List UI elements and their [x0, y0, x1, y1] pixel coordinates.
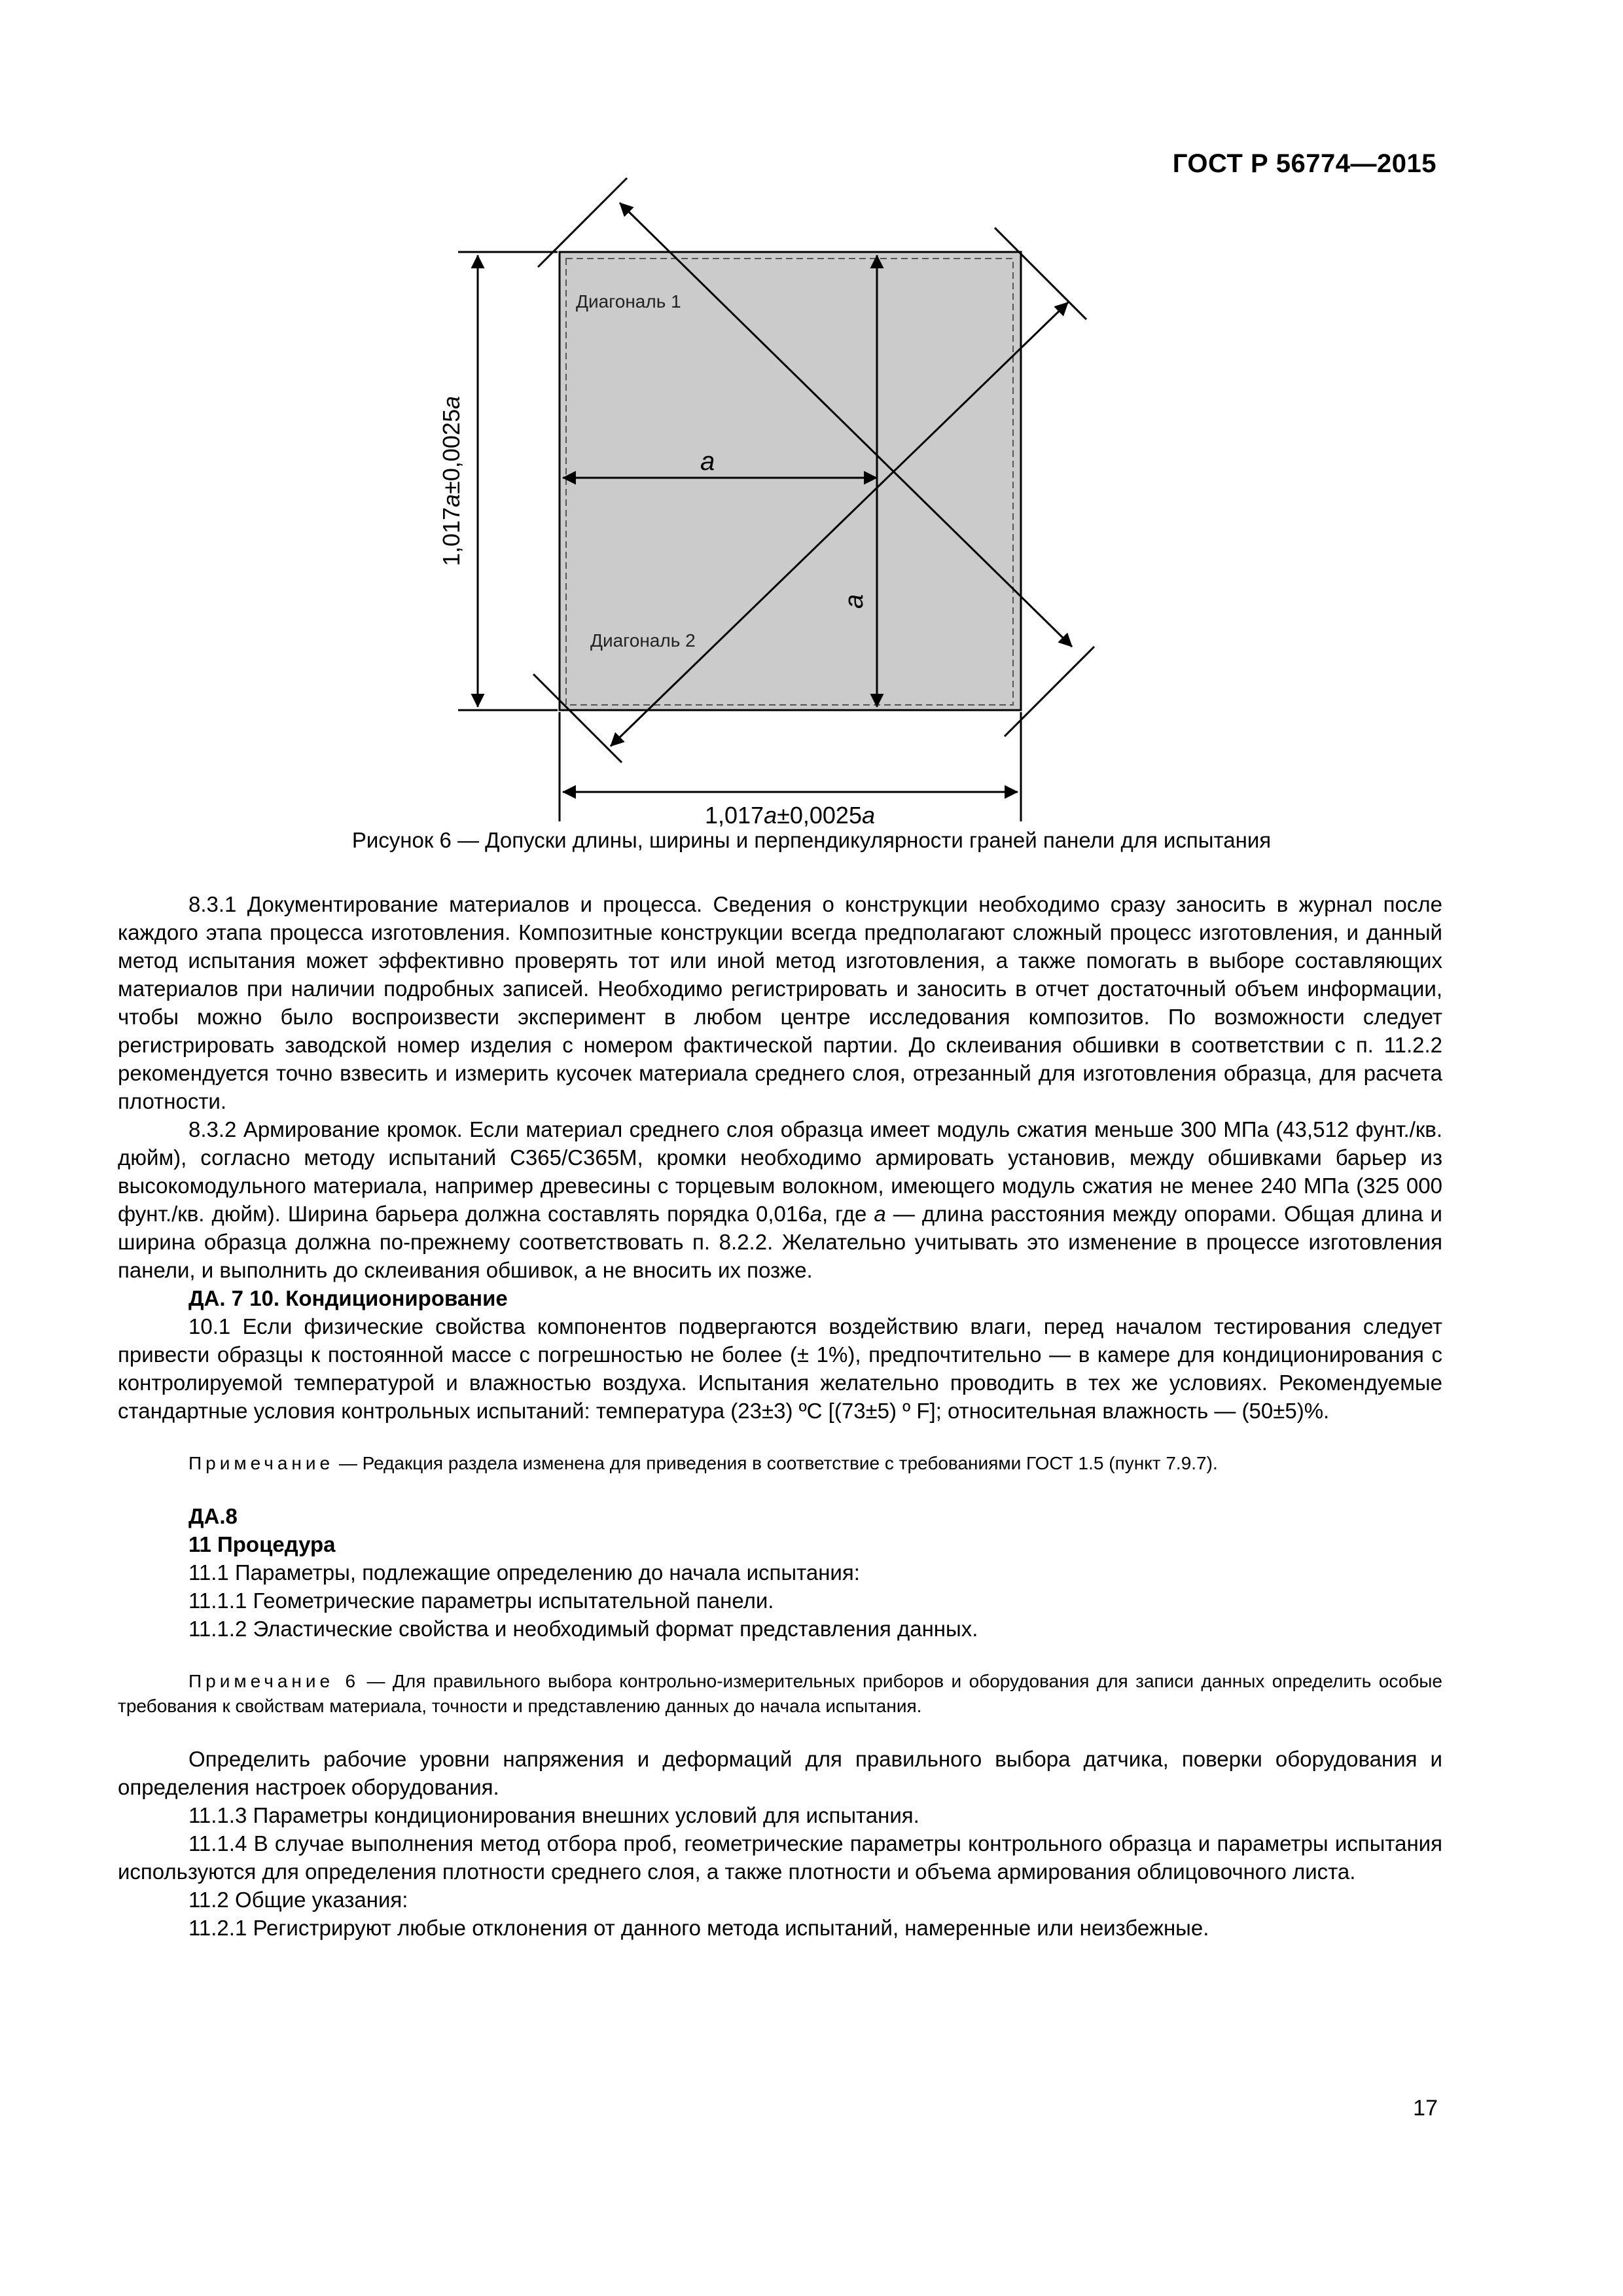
heading-11-procedure: 11 Процедура — [188, 1532, 336, 1556]
item-11-1-1: 11.1.1 Геометрические параметры испытательной панели. — [188, 1588, 774, 1613]
label-vertical-dimension: 1,017a±0,0025a — [438, 395, 465, 567]
paragraph-10-1: 10.1 Если физические свойства компонентов подвергаются воздействию влаги, перед началом тестирования следует привести образцы к постоянной массе с погрешностью не более (± 1%), предпочтительно — в камере для кондиционирования с контролируемой температурой и влажностью воздуха. Испытания желательно проводить в тех же условиях. Рекомендуемые стандартные условия контрольных испытаний: температура (23±3) ºС [(73±5) º F]; относительная влажность — (50±5)%. — [118, 1314, 1442, 1423]
item-11-2: 11.2 Общие указания: — [188, 1888, 408, 1912]
item-11-1-3: 11.1.3 Параметры кондиционирования внешних условий для испытания. — [188, 1803, 919, 1827]
note-editorial: Примечание — Редакция раздела изменена для приведения в соответствие с требованиями ГОСТ 1.5 (пункт 7.9.7). — [188, 1453, 1218, 1473]
item-11-2-1: 11.2.1 Регистрируют любые отклонения от данного метода испытаний, намеренные или неизбежные. — [188, 1916, 1209, 1940]
figure-caption: Рисунок 6 — Допуски длины, ширины и перпендикулярности граней панели для испытания — [351, 828, 1272, 852]
label-diagonal-2: Диагональ 2 — [590, 630, 696, 651]
figure-drawing — [419, 177, 1204, 831]
note-6: Примечание 6 — Для правильного выбора контрольно-измерительных приборов и оборудования для записи данных определить особые требования к свойствам материала, точности и представлению данных до начала испытания. — [118, 1671, 1442, 1716]
label-a-horizontal: a — [700, 447, 715, 476]
document-code: ГОСТ Р 56774—2015 — [1172, 149, 1436, 178]
figure-panel-tolerances — [419, 177, 1204, 831]
label-a-vertical: a — [840, 594, 868, 609]
page-number: 17 — [1413, 2096, 1438, 2121]
paragraph-8-3-2: 8.3.2 Армирование кромок. Если материал среднего слоя образца имеет модуль сжатия меньше 300 МПа (43,512 фунт./кв. дюйм), согласно методу испытаний C365/C365M, кромки необходимо армировать установив, между обшивками барьер из высокомодульного материала, например древесины с торцевым волокном, имеющего модуль сжатия не менее 240 МПа (325 000 фунт./кв. дюйм). Ширина барьера должна составлять порядка 0,016a, где a — длина расстояния между опорами. Общая длина и ширина образца должна по-прежнему соответствовать п. 8.2.2. Желательно учитывать это изменение в процессе изготовления панели, и выполнить до склеивания обшивок, а не вносить их позже. — [118, 1117, 1442, 1282]
heading-da7-conditioning: ДА. 7 10. Кондиционирование — [188, 1286, 508, 1310]
heading-da8: ДА.8 — [188, 1504, 238, 1528]
item-11-1: 11.1 Параметры, подлежащие определению до начала испытания: — [188, 1560, 860, 1585]
item-11-1-2: 11.1.2 Эластические свойства и необходимый формат представления данных. — [188, 1617, 978, 1641]
document-body — [118, 890, 1442, 1942]
label-diagonal-1: Диагональ 1 — [576, 291, 681, 312]
item-11-1-4: 11.1.4 В случае выполнения метод отбора проб, геометрические параметры контрольного образца и параметры испытания используются для определения плотности среднего слоя, а также плотности и объема армирования облицовочного листа. — [118, 1831, 1442, 1884]
paragraph-stress-levels: Определить рабочие уровни напряжения и деформаций для правильного выбора датчика, поверки оборудования и определения настроек оборудования. — [118, 1747, 1442, 1799]
label-horizontal-dimension: 1,017a±0,0025a — [704, 802, 876, 829]
paragraph-8-3-1: 8.3.1 Документирование материалов и процесса. Сведения о конструкции необходимо сразу заносить в журнал после каждого этапа процесса изготовления. Композитные конструкции всегда предполагают сложный процесс изготовления, и данный метод испытания может эффективно проверять тот или иной метод изготовления, а также помогать в выборе составляющих материалов при наличии подробных записей. Необходимо регистрировать и заносить в отчет достаточный объем информации, чтобы можно было воспроизвести эксперимент в любом центре исследования композитов. По возможности следует регистрировать заводской номер изделия с номером фактической партии. До склеивания обшивки в соответствии с п. 11.2.2 рекомендуется точно взвесить и измерить кусочек материала среднего слоя, отрезанный для изготовления образца, для расчета плотности. — [118, 892, 1442, 1113]
